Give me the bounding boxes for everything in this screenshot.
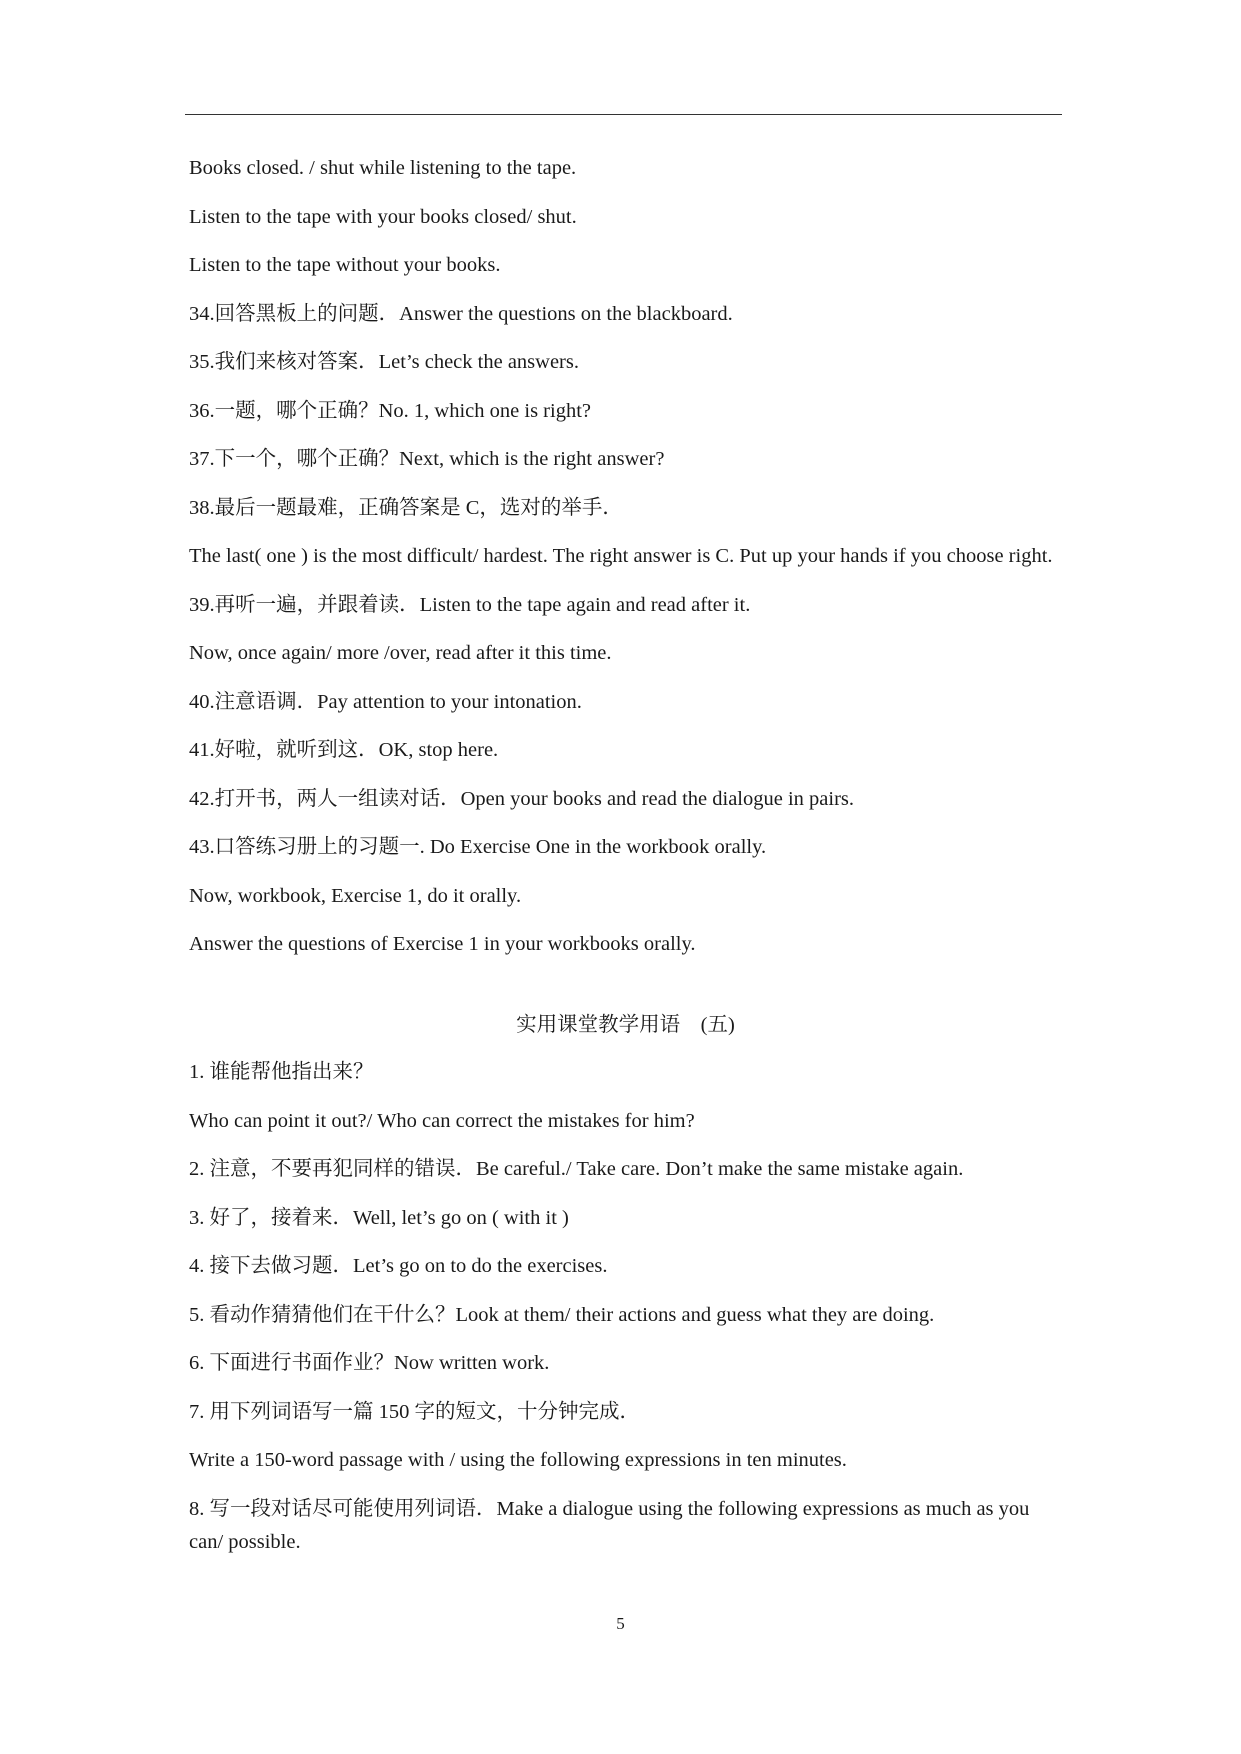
section-heading: 实用课堂教学用语 (五) — [516, 1014, 735, 1036]
text-line: 3. 好了，接着来．Well, let’s go on ( with it ) — [189, 1206, 569, 1229]
phrase-list-part-4 — [189, 152, 1062, 961]
text-line: 43.口答练习册上的习题一. Do Exercise One in the workbook orally. — [189, 836, 767, 858]
header-rule — [185, 114, 1062, 115]
text-line: 41.好啦，就听到这．OK, stop here. — [189, 739, 499, 761]
text-line: 35.我们来核对答案．Let’s check the answers. — [189, 351, 579, 373]
text-line: 34.回答黑板上的问题．Answer the questions on the blackboard. — [189, 302, 733, 325]
text-line: 6. 下面进行书面作业？Now written work. — [189, 1352, 550, 1374]
page-number: 5 — [616, 1614, 625, 1633]
text-line: Listen to the tape without your books. — [189, 254, 501, 276]
text-line: 36.一题，哪个正确？No. 1, which one is right? — [189, 399, 591, 422]
text-line: 8. 写一段对话尽可能使用列词语．Make a dialogue using the following expressions as much as you can/ possible. — [189, 1497, 1030, 1553]
phrase-list-part-5 — [189, 1056, 1062, 1559]
text-line: 7. 用下列词语写一篇 150 字的短文，十分钟完成． — [189, 1400, 640, 1423]
text-line: Now, workbook, Exercise 1, do it orally. — [189, 884, 522, 907]
text-line: 5. 看动作猜猜他们在干什么？Look at them/ their actions and guess what they are doing. — [189, 1303, 935, 1326]
text-line: 38.最后一题最难，正确答案是 C，选对的举手． — [189, 496, 623, 519]
page-body — [189, 152, 1062, 1574]
text-line: Who can point it out?/ Who can correct the mistakes for him? — [189, 1109, 695, 1132]
text-line: Books closed. / shut while listening to the tape. — [189, 157, 577, 179]
text-line: Answer the questions of Exercise 1 in your workbooks orally. — [189, 933, 696, 955]
text-line: Listen to the tape with your books closed/ shut. — [189, 205, 577, 228]
text-line: Write a 150-word passage with / using the following expressions in ten minutes. — [189, 1449, 847, 1471]
text-line: 39.再听一遍，并跟着读．Listen to the tape again and read after it. — [189, 593, 751, 616]
text-line: 37.下一个，哪个正确？Next, which is the right answer? — [189, 448, 665, 470]
text-line: 40.注意语调．Pay attention to your intonation. — [189, 690, 582, 713]
text-line: 42.打开书，两人一组读对话．Open your books and read the dialogue in pairs. — [189, 787, 855, 810]
text-line: The last( one ) is the most difficult/ hardest. The right answer is C. Put up your hands if you choose right. — [189, 545, 1053, 567]
text-line: 1. 谁能帮他指出来？ — [189, 1061, 374, 1083]
text-line: 2. 注意，不要再犯同样的错误．Be careful./ Take care. Don’t make the same mistake again. — [189, 1158, 964, 1180]
text-line: 4. 接下去做习题．Let’s go on to do the exercises. — [189, 1255, 608, 1277]
text-line: Now, once again/ more /over, read after it this time. — [189, 642, 612, 664]
